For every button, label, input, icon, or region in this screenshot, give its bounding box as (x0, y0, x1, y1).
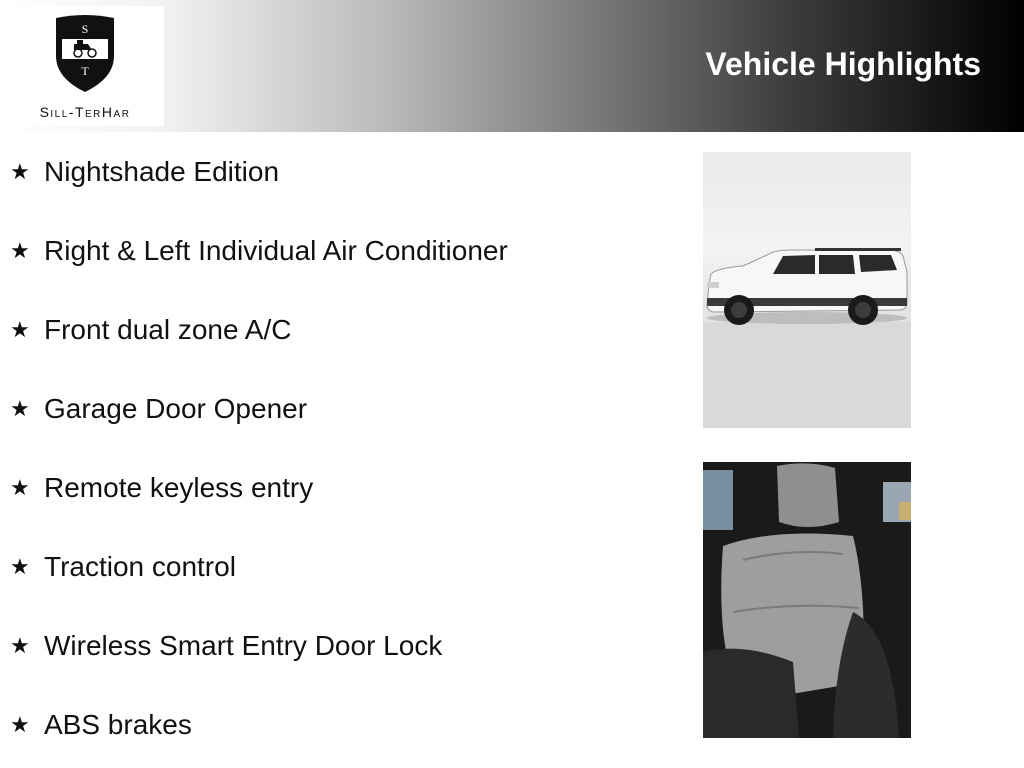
list-item (0, 231, 660, 271)
vehicle-interior-photo (703, 462, 911, 738)
list-item-label: ABS brakes (44, 709, 192, 740)
page-title: Vehicle Highlights (705, 46, 981, 82)
list-item (0, 468, 660, 508)
list-item-label: Traction control (44, 551, 236, 582)
list-item-label: Front dual zone A/C (44, 314, 292, 345)
list-item (0, 310, 660, 350)
vehicle-exterior-photo (703, 152, 911, 428)
suv-icon (703, 152, 911, 428)
list-item (0, 152, 660, 192)
list-item-label: Garage Door Opener (44, 393, 308, 424)
list-item-label: Wireless Smart Entry Door Lock (44, 630, 443, 661)
brand-logo (6, 6, 164, 126)
seat-icon (703, 462, 911, 738)
star-icon: ★ (10, 238, 30, 263)
shield-icon (52, 12, 118, 94)
star-icon: ★ (10, 159, 30, 184)
brand-name: Sill-TerHar (39, 104, 131, 120)
star-icon: ★ (10, 633, 30, 658)
list-item-label: Right & Left Individual Air Conditioner (44, 235, 508, 266)
list-item (0, 626, 660, 666)
list-item-label: Nightshade Edition (44, 156, 280, 187)
list-item (0, 705, 660, 745)
header-banner (0, 0, 1024, 132)
star-icon: ★ (10, 396, 30, 421)
list-item (0, 547, 660, 587)
star-icon: ★ (10, 475, 30, 500)
star-icon: ★ (10, 317, 30, 342)
shield-letter-top: S (81, 22, 89, 36)
list-item-label: Remote keyless entry (44, 472, 314, 503)
star-icon: ★ (10, 554, 30, 579)
star-icon: ★ (10, 712, 30, 737)
list-item (0, 389, 660, 429)
shield-letter-bottom: T (81, 64, 89, 78)
